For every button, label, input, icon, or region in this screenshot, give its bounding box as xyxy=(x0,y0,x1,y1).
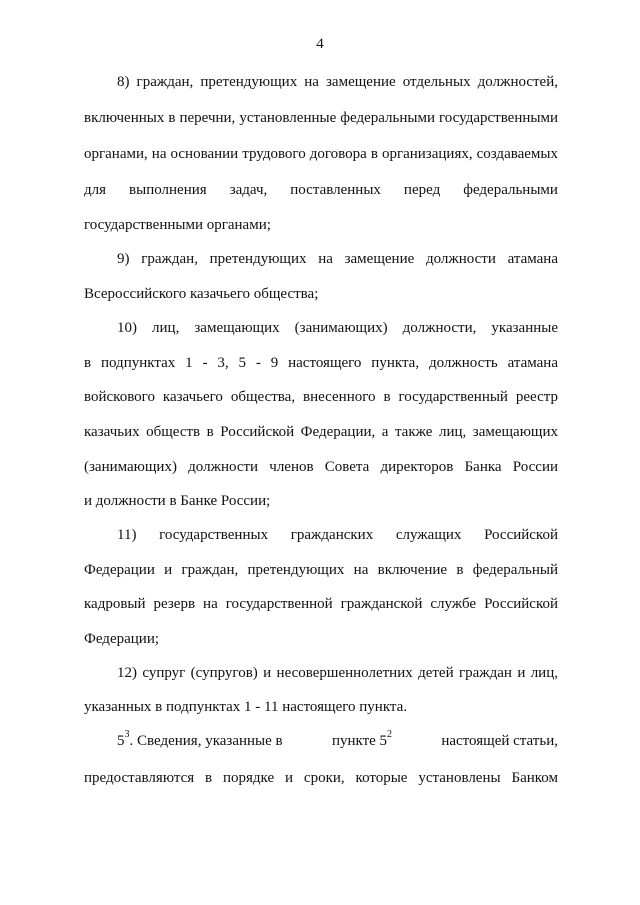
item-10-line-3: войскового казачьего общества, внесенного в государственный реестр xyxy=(84,389,558,405)
item-8-line-2: включенных в перечни, установленные федеральными государственными xyxy=(84,110,558,126)
paragraph-lead-text: . Сведения, указанные в xyxy=(129,733,283,749)
paragraph-5-3-line-2: предоставляются в порядке и сроки, которые установлены Банком xyxy=(84,770,558,786)
word: выполнения xyxy=(129,182,207,198)
word: поставленных xyxy=(290,182,381,198)
reference-word: пункте xyxy=(331,733,376,749)
page-number: 4 xyxy=(316,36,324,52)
word: гражданских xyxy=(290,527,374,543)
paragraph-tail-text: настоящей статьи, xyxy=(441,733,558,749)
word: государственных xyxy=(159,527,269,543)
paragraph-reference xyxy=(332,731,392,751)
reference-number-superscript: 2 xyxy=(387,729,393,740)
reference-number: 5 xyxy=(379,733,388,749)
item-8-line-1: 8) граждан, претендующих на замещение отдельных должностей, xyxy=(117,74,558,90)
item-10-line-6: и должности в Банке России; xyxy=(84,493,271,509)
word: для xyxy=(84,182,107,198)
item-8-line-3: органами, на основании трудового договора в организациях, создаваемых xyxy=(84,146,558,162)
item-10-line-1: 10) лиц, замещающих (занимающих) должности, указанные xyxy=(117,320,558,336)
paragraph-number-superscript: 3 xyxy=(124,729,130,740)
word: Российской xyxy=(484,527,558,543)
item-12-line-1: 12) супруг (супругов) и несовершеннолетних детей граждан и лиц, xyxy=(117,665,558,681)
item-9-line-1: 9) граждан, претендующих на замещение должности атамана xyxy=(117,251,558,267)
item-10-line-5: (занимающих) должности членов Совета директоров Банка России xyxy=(84,459,558,475)
word: задач, xyxy=(229,182,268,198)
item-11-line-4: Федерации; xyxy=(84,631,160,647)
item-11-line-3: кадровый резерв на государственной гражданской службе Российской xyxy=(84,596,558,612)
paragraph-5-3-heading xyxy=(117,731,283,751)
item-11-line-1 xyxy=(117,525,558,545)
item-8-line-5: государственными органами; xyxy=(84,217,271,233)
item-12-line-2: указанных в подпунктах 1 - 11 настоящего пункта. xyxy=(84,699,408,715)
item-8-line-4 xyxy=(84,180,558,200)
word: служащих xyxy=(395,527,462,543)
paragraph-number: 5 xyxy=(117,733,125,749)
item-9-line-2: Всероссийского казачьего общества; xyxy=(84,286,319,302)
word: 11) xyxy=(117,527,137,543)
paragraph-5-3-line-1 xyxy=(117,731,558,751)
item-10-line-4: казачьих обществ в Российской Федерации, а также лиц, замещающих xyxy=(84,424,558,440)
word: федеральными xyxy=(463,182,558,198)
word: перед xyxy=(403,182,441,198)
item-10-line-2: в подпунктах 1 - 3, 5 - 9 настоящего пункта, должность атамана xyxy=(84,355,558,371)
item-11-line-2: Федерации и граждан, претендующих на включение в федеральный xyxy=(84,562,558,578)
